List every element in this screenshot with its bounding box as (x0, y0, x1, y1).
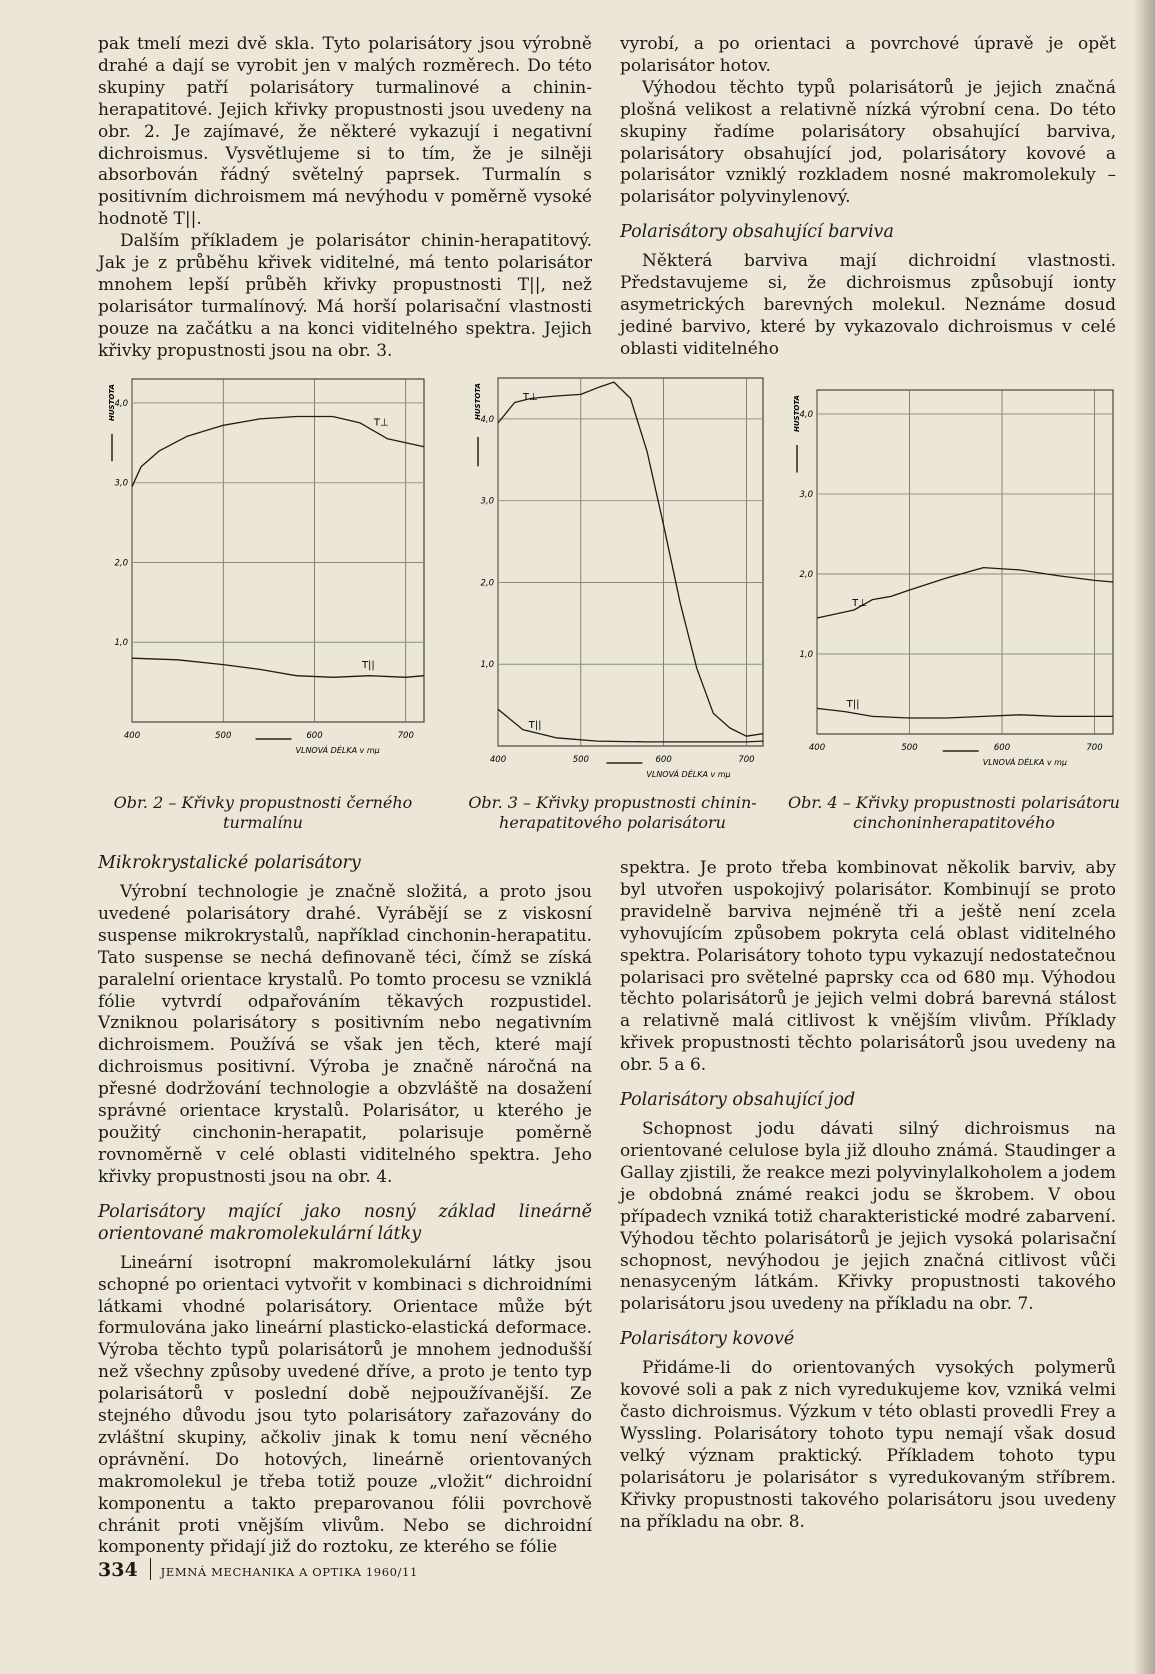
x-tick-label: 500 (572, 755, 589, 765)
y-axis-label: HUSTOTA (793, 395, 801, 432)
x-tick-label: 400 (808, 743, 826, 753)
series-label: T⊥ (522, 392, 538, 404)
y-tick-label: 3,0 (480, 496, 494, 507)
chart-figure-4 (790, 375, 1120, 777)
series-line (132, 658, 424, 677)
chart-figure-3 (455, 370, 790, 778)
x-tick-label: 400 (489, 755, 507, 765)
series-label: T⊥ (852, 598, 867, 609)
journal-name: JEMNÁ MECHANIKA A OPTIKA 1960/11 (160, 1565, 418, 1579)
x-axis-label: VLNOVÁ DÉLKA v mμ (295, 746, 380, 755)
y-tick-label: 4,0 (799, 410, 813, 420)
y-axis-label: HUSTOTA (474, 383, 482, 420)
series-label: T⊥ (373, 417, 389, 429)
figure-4-caption: Obr. 4 – Křivky propustnosti polarisátoru cinchoninherapatitového (788, 793, 1120, 832)
text-column-2 (620, 34, 1116, 361)
figure-3-caption: Obr. 3 – Křivky propustnosti chinin-herapatitového polarisátoru (468, 793, 757, 832)
y-tick-label: 2,0 (799, 570, 813, 580)
x-tick-label: 700 (1086, 743, 1103, 753)
paragraph: Přidáme-li do orientovaných vysokých polymerů kovové soli a pak z nich vyredukujeme kov, vzniká velmi často dichroismus. Výzkum v této oblasti provedli Frey a Wyssling. Polarisátory tohoto typu nemají však dosud velký význam praktický. Příkladem tohoto typu polarisátoru je polarisátor s vyredukovaným stříbrem. Křivky propustnosti takového polarisátoru jsou uvedeny na příkladu na obr. 8. (620, 1358, 1116, 1532)
x-tick-label: 400 (123, 731, 141, 741)
y-tick-label: 2,0 (480, 578, 494, 589)
page-footer (98, 1558, 418, 1581)
series-line (498, 382, 763, 736)
plot-frame (817, 390, 1113, 734)
x-tick-label: 700 (397, 731, 414, 741)
paragraph: Některá barviva mají dichroidní vlastnosti. Představujeme si, že dichroismus způsobují ionty asymetrických barevných molekul. Neznáme dosud jediné barvivo, které by vykazovalo dichroismus v celé oblasti viditelného (620, 251, 1116, 359)
section-heading: Mikrokrystalické polarisátory (98, 853, 361, 873)
x-axis-label: VLNOVÁ DÉLKA v mμ (646, 770, 731, 779)
plot-frame (132, 379, 424, 722)
page-edge-shadow (1133, 0, 1155, 1674)
paragraph: Výrobní technologie je značně složitá, a proto jsou uvedené polarisátory drahé. Vyrábějí se z viskosní suspense mikrokrystalů, například cinchonin-herapatitu. Tato suspense se nechá definovaně téci, čímž se získá paralelní orientace krystalů. Po tomto procesu se vzniklá fólie vytvrdí odpařováním těkavých rozpustidel. Vzniknou polarisátory s positivním nebo negativním dichroismem. Používá se však jen těch, které mají dichroismus positivní. Výroba je značně náročná na přesné dodržování technologie a obzvláště na dosažení správné orientace krystalů. Polarisátor, u kterého je použitý cinchonin-herapatit, polarisuje poměrně rovnoměrně v celé oblasti viditelného spektra. Jeho křivky propustnosti jsou na obr. 4. (98, 882, 592, 1187)
series-label: T|| (846, 698, 860, 710)
text-column-4 (620, 858, 1116, 1533)
x-tick-label: 500 (901, 743, 918, 753)
x-tick-label: 600 (993, 743, 1011, 753)
y-tick-label: 3,0 (799, 490, 813, 500)
paragraph: Lineární isotropní makromolekulární látky jsou schopné po orientaci vytvořit v kombinaci s dichroidními látkami vhodné polarisátory. Orientace může být formulována jako lineární plasticko-elastická deformace. Výroba těchto typů polarisátorů je mnohem jednodušší než všechny způsoby uvedené dříve, a proto je tento typ polarisátorů v poslední době nejpoužívanější. Ze stejného důvodu jsou tyto polarisátory zařazovány do zvláštní skupiny, ačkoliv jinak k tomu není věcného oprávnění. Do hotových, lineárně orientovaných makromolekul je třeba totiž pouze „vložit“ dichroidní komponentu a takto preparovanou fólii povrchově chránit proti vnějším vlivům. Nebo se dichroidní komponenty přidají již do roztoku, ze kterého se fólie (98, 1252, 592, 1558)
y-tick-label: 1,0 (799, 650, 813, 660)
y-tick-label: 3,0 (114, 478, 128, 489)
y-axis-label: HUSTOTA (108, 384, 116, 421)
figure-2-caption: Obr. 2 – Křivky propustnosti černého turmalínu (113, 793, 413, 832)
section-heading: Polarisátory obsahující barviva (620, 222, 894, 243)
paragraph: vyrobí, a po orientaci a povrchové úpravě je opět polarisátor hotov. (620, 34, 1116, 76)
section-heading: Polarisátory mající jako nosný základ lineárně orientované makromolekulární látky (98, 1201, 592, 1244)
paragraph: pak tmelí mezi dvě skla. Tyto polarisátory jsou výrobně drahé a dají se vyrobit jen v malých rozměrech. Do této skupiny patří polarisátory turmalinové a chinin-herapatitové. Jejich křivky propustnosti jsou uvedeny na obr. 2. Je zajímavé, že některé vykazují i negativní dichroismus. Vysvětlujeme si to tím, že je silněji absorbován řádný světelný paprsek. Turmalín s positivním dichroismem má nevýhodu v poměrně vysoké hodnotě T||. (98, 34, 592, 230)
y-tick-label: 1,0 (480, 660, 494, 671)
plot-frame (498, 378, 763, 746)
x-tick-label: 500 (215, 731, 232, 741)
x-tick-label: 600 (655, 755, 672, 765)
paragraph: spektra. Je proto třeba kombinovat několik barviv, aby byl utvořen uspokojivý polarisátor. Kombinují se proto pravidelně barviva nejméně tři a ještě není zcela vyhovujícím způsobem pokryta celá oblast viditelného spektra. Polarisátory tohoto typu vykazují nedostatečnou polarisaci pro světelné paprsky cca od 680 mμ. Výhodou těchto polarisátorů je jejich velmi dobrá barevná stálost a relativně malá citlivost k vnějším vlivům. Příklady křivek propustnosti těchto polarisátorů jsou uvedeny na obr. 5 a 6. (620, 858, 1116, 1076)
x-tick-label: 600 (306, 731, 323, 741)
paragraph: Schopnost jodu dávati silný dichroismus na orientované celulose byla již dlouho známá. Staudinger a Gallay zjistili, že reakce mezi polyvinylalkoholem a jodem je obdobná známé reakci jodu se škrobem. V obou případech vzniká totiž charakteristické modré zabarvení. Výhodou těchto polarisátorů je jejich vysoká polarisační schopnost, nevýhodou je jejich značná citlivost vůči nenasyceným látkám. Křivky propustnosti takového polarisátoru jsou uvedeny na příkladu na obr. 7. (620, 1119, 1116, 1315)
paragraph: Dalším příkladem je polarisátor chinin-herapatitový. Jak je z průběhu křivek viditelné, má tento polarisátor mnohem lepší průběh křivky propustnosti T||, než polarisátor turmalínový. Má horší polarisační vlastnosti pouze na začátku a na konci viditelného spektra. Jejich křivky propustnosti jsou na obr. 3. (98, 231, 592, 361)
chart-figure-2 (98, 375, 428, 777)
text-column-1 (98, 34, 592, 363)
series-line (817, 708, 1113, 718)
y-tick-label: 4,0 (480, 414, 494, 425)
series-label: T|| (528, 720, 542, 732)
series-line (817, 568, 1113, 618)
y-tick-label: 2,0 (114, 558, 128, 569)
figure-4 (790, 375, 1120, 777)
section-heading: Polarisátory kovové (620, 1329, 795, 1350)
x-tick-label: 700 (738, 755, 755, 765)
section-heading: Polarisátory obsahující jod (620, 1090, 856, 1111)
page-number: 334 (98, 1559, 138, 1581)
figure-2 (98, 375, 428, 777)
text-column-3 (98, 852, 592, 1559)
figure-3 (455, 370, 790, 778)
series-label: T|| (361, 659, 375, 671)
y-tick-label: 1,0 (114, 638, 128, 649)
paragraph: Výhodou těchto typů polarisátorů je jejich značná plošná velikost a relativně nízká výrobní cena. Do této skupiny řadíme polarisátory obsahující barviva, polarisátory obsahující jod, polarisátory kovové a polarisátor vzniklý rozkladem nosné makromolekuly – polarisátor polyvinylenový. (620, 77, 1116, 208)
footer-divider (150, 1558, 151, 1580)
y-tick-label: 4,0 (114, 398, 128, 409)
x-axis-label: VLNOVÁ DÉLKA v mμ (982, 758, 1068, 767)
